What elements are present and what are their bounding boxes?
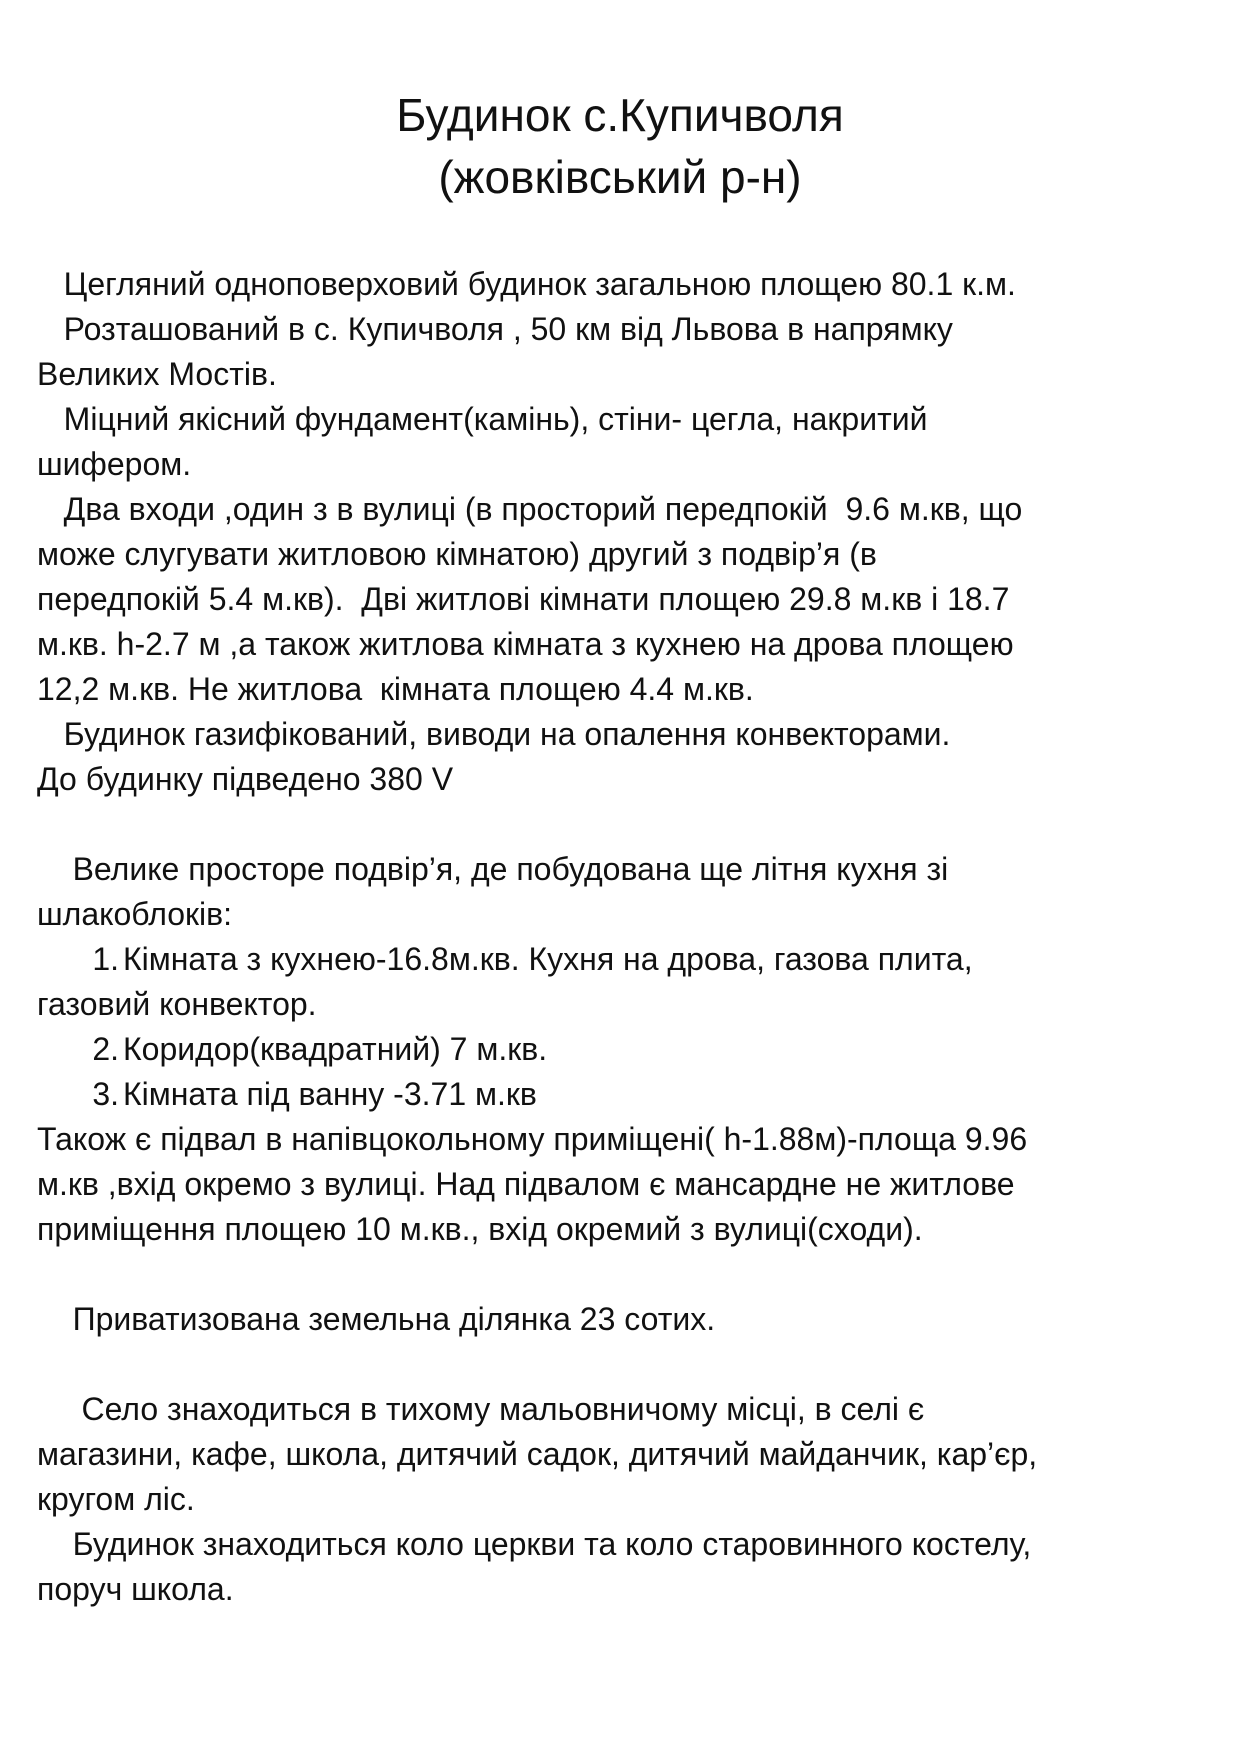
text-line: Село знаходиться в тихому мальовничому місці, в селі є xyxy=(37,1391,925,1427)
text-line: Міцний якісний фундамент(камінь), стіни- цегла, накритий xyxy=(37,401,928,437)
list-number: 1. xyxy=(92,941,119,977)
paragraph-gap xyxy=(37,802,1222,847)
list-number: 3. xyxy=(92,1076,119,1112)
list-text: Кімната під ванну -3.71 м.кв xyxy=(123,1076,537,1112)
document-subtitle: (жовківський р-н) xyxy=(438,151,802,203)
text-line: Великих Мостів. xyxy=(37,356,277,392)
paragraph-gap xyxy=(37,1342,1222,1387)
document-body xyxy=(37,262,1222,1612)
text-line: шифером. xyxy=(37,446,192,482)
list-text: Кімната з кухнею-16.8м.кв. Кухня на дрова, газова плита, xyxy=(123,941,973,977)
text-line: Розташований в с. Купичволя , 50 км від Львова в напрямку xyxy=(37,311,953,347)
text-line: передпокій 5.4 м.кв). Дві житлові кімнати площею 29.8 м.кв і 18.7 xyxy=(37,581,1010,617)
numbered-list xyxy=(37,937,1222,1117)
text-line: м.кв ,вхід окремо з вулиці. Над підвалом є мансардне не житлове xyxy=(37,1166,1015,1202)
text-line: Велике просторе подвір’я, де побудована ще літня кухня зі xyxy=(37,851,949,887)
list-item xyxy=(37,1072,1222,1117)
text-line: Приватизована земельна ділянка 23 сотих. xyxy=(37,1301,716,1337)
list-item xyxy=(37,1027,1222,1072)
list-number: 2. xyxy=(92,1031,119,1067)
list-item xyxy=(37,937,1222,982)
text-line: Цегляний одноповерховий будинок загальною площею 80.1 к.м. xyxy=(37,266,1016,302)
text-line: поруч школа. xyxy=(37,1571,234,1607)
text-line: Будинок знаходиться коло церкви та коло старовинного костелу, xyxy=(37,1526,1032,1562)
text-line: шлакоблоків: xyxy=(37,896,233,932)
document-title: Будинок с.Купичволя xyxy=(396,89,844,141)
paragraph-gap xyxy=(37,1252,1222,1297)
text-line: Також є підвал в напівцокольному приміщені( h-1.88м)-площа 9.96 xyxy=(37,1121,1028,1157)
text-line: Два входи ,один з в вулиці (в просторий передпокій 9.6 м.кв, що xyxy=(37,491,1023,527)
text-line: може слугувати житловою кімнатою) другий з подвір’я (в xyxy=(37,536,877,572)
list-text: Коридор(квадратний) 7 м.кв. xyxy=(123,1031,548,1067)
text-line: До будинку підведено 380 V xyxy=(37,761,454,797)
text-line: м.кв. h-2.7 м ,а також житлова кімната з кухнею на дрова площею xyxy=(37,626,1014,662)
text-line: кругом ліс. xyxy=(37,1481,195,1517)
list-item-continuation: газовий конвектор. xyxy=(37,986,317,1022)
text-line: 12,2 м.кв. Не житлова кімната площею 4.4 м.кв. xyxy=(37,671,754,707)
text-line: Будинок газифікований, виводи на опалення конвекторами. xyxy=(37,716,951,752)
text-line: магазини, кафе, школа, дитячий садок, дитячий майданчик, кар’єр, xyxy=(37,1436,1038,1472)
text-line: приміщення площею 10 м.кв., вхід окремий з вулиці(сходи). xyxy=(37,1211,923,1247)
